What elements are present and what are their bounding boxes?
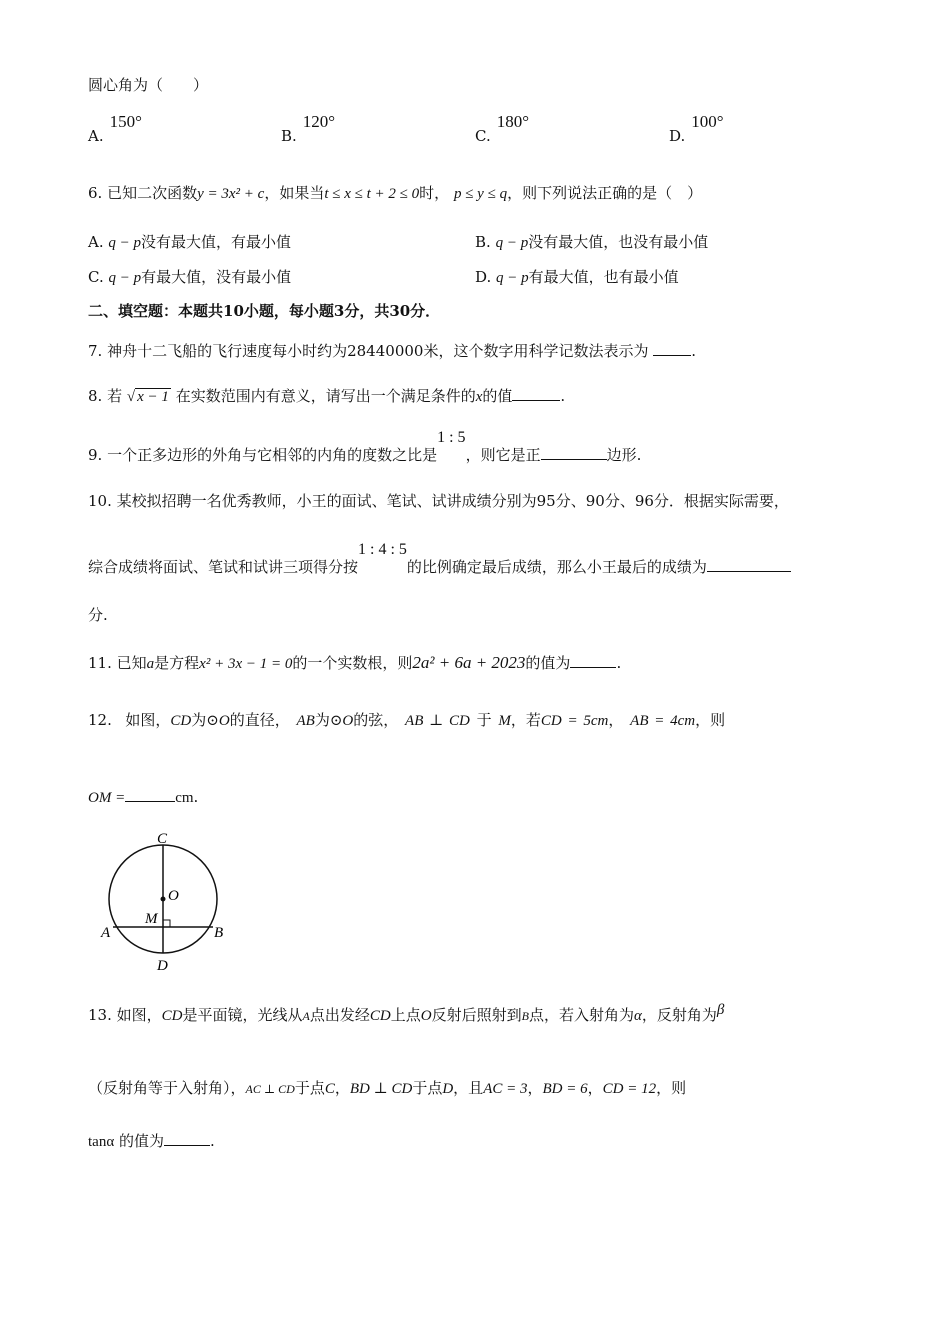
label-c: C [157,831,168,847]
q7-answer-blank[interactable] [653,340,691,356]
q6-option-b[interactable]: B. q − p没有最大值，也没有最小值 [475,233,709,251]
right-angle-mark [163,920,170,927]
q8: 8. 若 √ x − 1 在实数范围内有意义，请写出一个满足条件的x的值 . [88,387,566,405]
circle-figure [96,826,236,976]
label-d: D [157,958,168,974]
q12-line2: OM = cm. [88,788,199,806]
label-o: O [168,888,179,904]
q5-option-a[interactable]: A.150° [88,112,142,145]
q5-option-b[interactable]: B.120° [281,112,336,145]
q13-line2: （反射角等于入射角），AC ⊥ CD于点C，BD ⊥ CD于点D，且AC = 3，BD = 6，CD = 12，则 [88,1079,687,1097]
q6-option-a[interactable]: A. q − p没有最大值，有最小值 [88,233,292,251]
q11-answer-blank[interactable] [570,652,616,668]
q10-line1: 10. 某校拟招聘一名优秀教师，小王的面试、笔试、试讲成绩分别为95分、90分、96分．根据实际需要， [88,492,789,510]
q10-line3: 分. [88,606,108,624]
q12-line1: 12. 如图，CD为⊙O的直径， AB为⊙O的弦， AB ⊥ CD 于 M，若CD = 5cm， AB = 4cm，则 [88,711,726,729]
q7: 7. 神舟十二飞船的飞行速度每小时约为28440000米，这个数字用科学记数法表示为 . [88,342,697,360]
label-a: A [101,925,111,941]
q9-answer-blank[interactable] [541,444,607,460]
q5-option-c[interactable]: C.180° [475,112,530,145]
label-m: M [145,911,158,927]
q10-line2: 综合成绩将面试、笔试和试讲三项得分按1 : 4 : 5的比例确定最后成绩，那么小王最后的成绩为 [88,556,791,577]
q12-answer-blank[interactable] [125,786,175,802]
q8-answer-blank[interactable] [512,385,560,401]
sqrt-sign: √ [126,389,136,405]
q9: 9. 一个正多边形的外角与它相邻的内角的度数之比是1 : 5，则它是正 边形. [88,429,642,464]
q13-line3: tanα 的值为 . [88,1132,215,1150]
q10-answer-blank[interactable] [707,556,791,572]
q6-stem: 6. 已知二次函数y = 3x² + c，如果当t ≤ x ≤ t + 2 ≤ 0时， p ≤ y ≤ q，则下列说法正确的是（ ） [88,184,703,202]
label-b: B [214,925,224,941]
q5-tail: 圆心角为（ ） [88,76,209,94]
q13-line1: 13. 如图，CD是平面镜，光线从A点出发经CD上点O反射后照射到B点，若入射角为α，反射角为β [88,1002,725,1024]
q6-option-c[interactable]: C. q − p有最大值，没有最小值 [88,268,292,286]
q5-option-d[interactable]: D.100° [669,112,724,145]
q13-answer-blank[interactable] [164,1130,210,1146]
center-point [161,897,166,902]
q6-option-d[interactable]: D. q − p有最大值，也有最小值 [475,268,679,286]
section-heading: 二、填空题：本题共10小题，每小题3分，共30分． [88,302,441,320]
q11: 11. 已知a是方程x² + 3x − 1 = 0的一个实数根，则2a² + 6a + 2023的值为 . [88,653,622,672]
